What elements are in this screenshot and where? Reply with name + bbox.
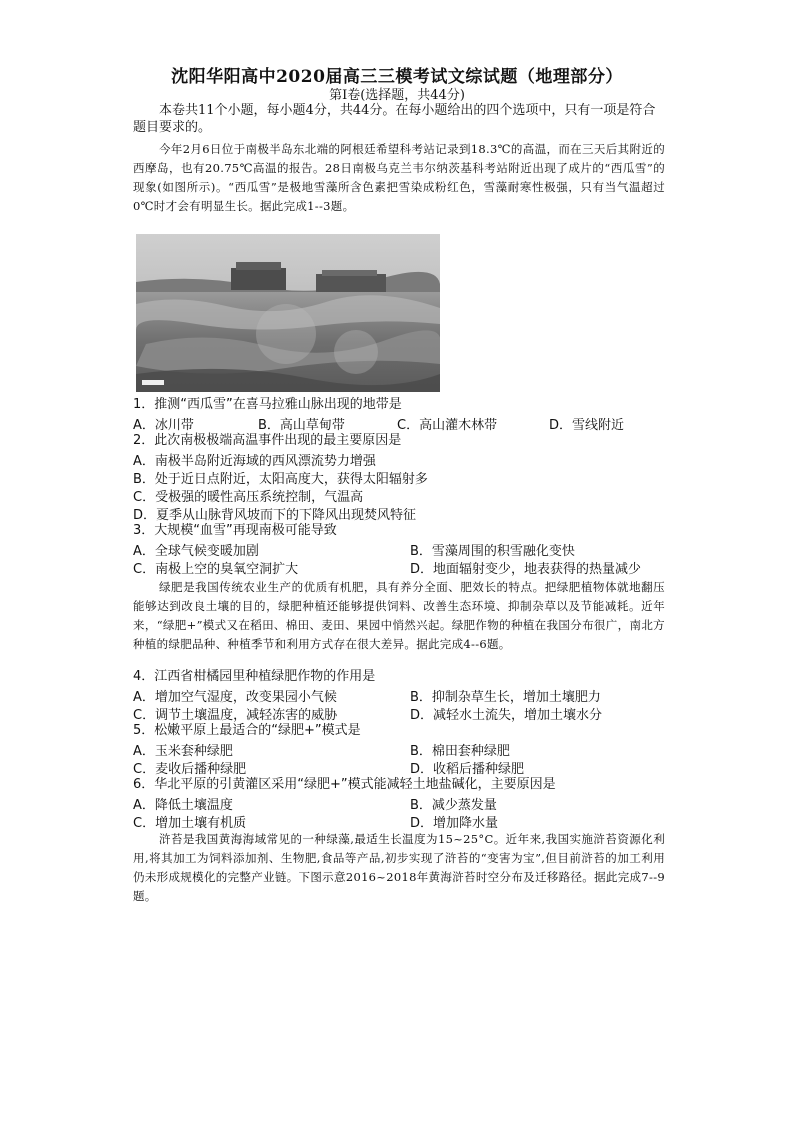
question-6-option-a[interactable]: A．降低土壤温度 xyxy=(133,798,233,813)
passage-text: 今年2月6日位于南极半岛东北端的阿根廷希望科考站记录到18.3℃的高温，而在三天后其附近的西摩岛，也有20.75℃高温的报告。28日南极乌克兰韦尔纳茨基科考站附近出现了成片的“西瓜雪”的现象(如图所示)。“西瓜雪”是极地雪藻所含色素把雪染成粉红色，雪藻耐寒性极强，只有当气温超过0℃时才会有明显生长。据此完成1--3题。 xyxy=(133,142,665,213)
question-4-stem: 4．江西省柑橘园里种植绿肥作物的作用是 xyxy=(133,669,376,684)
passage-watermelon-snow xyxy=(133,140,665,216)
question-6-option-c[interactable]: C．增加土壤有机质 xyxy=(133,816,247,831)
question-5-stem: 5．松嫩平原上最适合的“绿肥+”模式是 xyxy=(133,723,361,738)
antarctic-station-photo xyxy=(136,234,440,392)
question-3-option-c[interactable]: C．南极上空的臭氧空洞扩大 xyxy=(133,562,299,577)
question-1-stem: 1．推测“西瓜雪”在喜马拉雅山脉出现的地带是 xyxy=(133,397,402,412)
passage-text: 浒苔是我国黄海海域常见的一种绿藻,最适生长温度为15~25°C。近年来,我国实施浒苔资源化利用,将其加工为饲料添加剂、生物肥,食品等产品,初步实现了浒苔的“变害为宝”,但目前浒苔的加工利用仍未形成规模化的完整产业链。下图示意2016~2018年黄海浒苔时空分布及迁移路径。据此完成7--9题。 xyxy=(133,832,665,903)
question-1-option-b[interactable]: B．高山草甸带 xyxy=(258,418,345,433)
question-1-option-a[interactable]: A．冰川带 xyxy=(133,418,194,433)
question-3-stem: 3．大规模“血雪”再现南极可能导致 xyxy=(133,523,337,538)
antarctic-watermelon-snow-photo-icon xyxy=(136,234,440,392)
question-1-option-c[interactable]: C．高山灌木林带 xyxy=(397,418,498,433)
question-4-option-d[interactable]: D．减轻水土流失，增加土壤水分 xyxy=(410,708,603,723)
question-4-option-b[interactable]: B．抑制杂草生长，增加土壤肥力 xyxy=(410,690,601,705)
question-2-option-d[interactable]: D．夏季从山脉背风坡而下的下降风出现焚风特征 xyxy=(133,508,417,523)
question-3-option-a[interactable]: A．全球气候变暖加剧 xyxy=(133,544,259,559)
question-1-option-d[interactable]: D．雪线附近 xyxy=(549,418,625,433)
question-5-option-c[interactable]: C．麦收后播种绿肥 xyxy=(133,762,247,777)
question-4-option-c[interactable]: C．调节土壤温度，减轻冻害的威胁 xyxy=(133,708,338,723)
question-5-option-d[interactable]: D．收稻后播种绿肥 xyxy=(410,762,525,777)
question-2-option-a[interactable]: A．南极半岛附近海域的西风漂流势力增强 xyxy=(133,454,376,469)
question-3-option-d[interactable]: D．地面辐射变少，地表获得的热量减少 xyxy=(410,562,642,577)
question-6-option-b[interactable]: B．减少蒸发量 xyxy=(410,798,497,813)
question-5-option-b[interactable]: B．棉田套种绿肥 xyxy=(410,744,510,759)
exam-title: 沈阳华阳高中2020届高三三模考试文综试题（地理部分） xyxy=(171,67,623,87)
question-4-option-a[interactable]: A．增加空气湿度，改变果园小气候 xyxy=(133,690,337,705)
passage-enteromorpha xyxy=(133,830,665,906)
instructions: 本卷共11个小题，每小题4分，共44分。在每小题给出的四个选项中，只有一项是符合题目要求的。 xyxy=(133,103,656,135)
question-2-option-b[interactable]: B．处于近日点附近，太阳高度大，获得太阳辐射多 xyxy=(133,472,428,487)
section-subtitle: 第Ⅰ卷(选择题，共44分) xyxy=(329,88,465,103)
question-2-stem: 2．此次南极极端高温事件出现的最主要原因是 xyxy=(133,433,402,448)
question-6-stem: 6．华北平原的引黄灌区采用“绿肥+”模式能减轻土地盐碱化，主要原因是 xyxy=(133,777,556,792)
passage-text: 绿肥是我国传统农业生产的优质有机肥，具有养分全面、肥效长的特点。把绿肥植物体就地翻压能够达到改良土壤的目的，绿肥种植还能够提供饲料、改善生态环境、抑制杂草以及节能减耗。近年来，“绿肥+”模式又在稻田、棉田、麦田、果园中悄然兴起。绿肥作物的种植在我国分布很广，南北方种植的绿肥品种、种植季节和利用方式存在很大差异。据此完成4--6题。 xyxy=(133,580,665,651)
passage-green-manure xyxy=(133,578,665,654)
question-5-option-a[interactable]: A．玉米套种绿肥 xyxy=(133,744,233,759)
question-6-option-d[interactable]: D．增加降水量 xyxy=(410,816,499,831)
question-3-option-b[interactable]: B．雪藻周围的积雪融化变快 xyxy=(410,544,575,559)
question-2-option-c[interactable]: C．受极强的暖性高压系统控制，气温高 xyxy=(133,490,364,505)
